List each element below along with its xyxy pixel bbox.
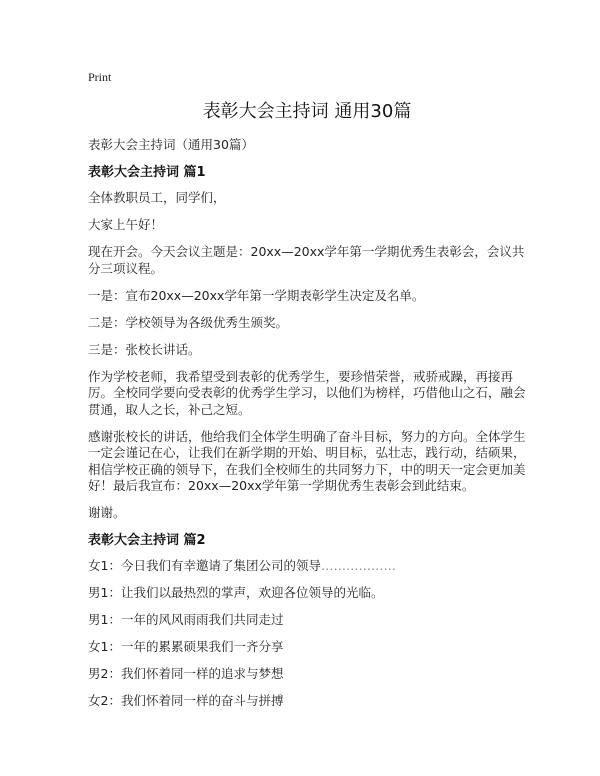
paragraph: 谢谢。	[88, 505, 126, 520]
document-title: 表彰大会主持词 通用30篇	[202, 101, 412, 122]
print-link[interactable]: Print	[88, 70, 112, 84]
paragraph: 大家上午好！	[88, 217, 164, 232]
document-subtitle: 表彰大会主持词（通用30篇）	[88, 137, 254, 152]
document-page	[88, 70, 526, 720]
paragraph: 男2：我们怀着同一样的追求与梦想	[88, 666, 284, 681]
section-heading-2: 表彰大会主持词 篇2	[88, 533, 206, 548]
paragraph: 男1：让我们以最热烈的掌声，欢迎各位领导的光临。	[88, 585, 384, 600]
paragraph	[88, 558, 526, 575]
paragraph: 男1：一年的风风雨雨我们共同走过	[88, 612, 284, 627]
section-heading-1: 表彰大会主持词 篇1	[88, 165, 206, 180]
paragraph: 女1：一年的累累硕果我们一齐分享	[88, 639, 284, 654]
paragraph: 女2：我们怀着同一样的奋斗与拼搏	[88, 693, 284, 708]
ellipsis: ………………	[320, 558, 396, 573]
paragraph: 一是：宣布20xx—20xx学年第一学期表彰学生决定及名单。	[88, 287, 425, 303]
paragraph: 现在开会。今天会议主题是：20xx—20xx学年第一学期优秀生表彰会，会议共分三项议程。	[88, 244, 525, 276]
paragraph: 三是：张校长讲话。	[88, 341, 201, 357]
paragraph: 二是：学校领导为各级优秀生颁奖。	[88, 314, 289, 330]
paragraph: 作为学校老师，我希望受到表彰的优秀学生，要珍惜荣誉，戒骄戒躁，再接再厉。全校同学要向受表彰的优秀学生学习，以他们为榜样，巧借他山之石，融会贯通，取人之长，补己之短。	[88, 368, 526, 417]
paragraph: 全体教职员工，同学们，	[88, 190, 226, 205]
paragraph: 感谢张校长的讲话，他给我们全体学生明确了奋斗目标，努力的方向。全体学生一定会谨记在心，让我们在新学期的开始、明目标，弘壮志，践行动，结硕果，相信学校正确的领导下，在我们全校师生的共同努力下，中的明天一定会更加美好！最后我宣布：20xx—20xx学年第一学期优秀生表彰会到此结束。	[88, 428, 526, 493]
paragraph-text: 女1：今日我们有幸邀请了集团公司的领导	[88, 558, 321, 573]
